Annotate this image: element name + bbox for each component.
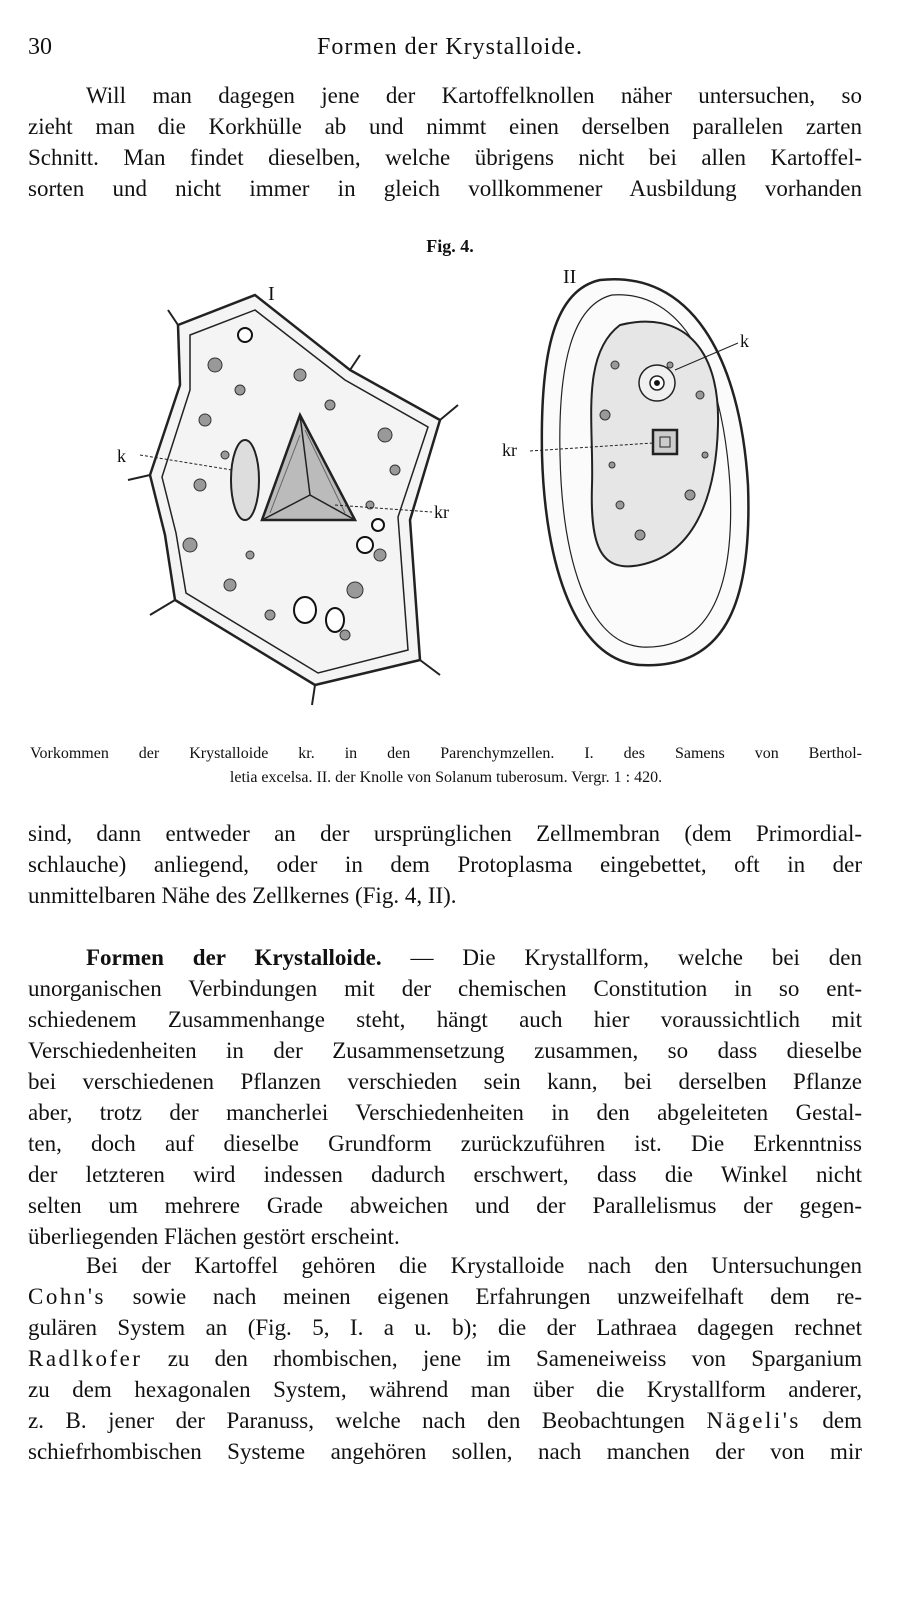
continuation-line: schlauche) anliegend, oder in dem Protoplasma eingebettet, oft in der (28, 852, 862, 877)
final-line-text: zu den rhombischen, jene im Sameneiweiss von Sparganium (142, 1346, 862, 1371)
callout-crystalloid-two: kr (502, 440, 517, 460)
panel-label-two: II (563, 266, 577, 288)
page-number: 30 (28, 34, 52, 60)
figure-illustration (0, 255, 900, 725)
continuation-paragraph (28, 818, 862, 911)
section-line: unorganischen Verbindungen mit der chemischen Constitution in so ent- (28, 976, 862, 1001)
section-line: überliegenden Flächen gestört erscheint. (28, 1224, 400, 1249)
section-line: der letzteren wird indessen dadurch erschwert, dass die Winkel nicht (28, 1162, 862, 1187)
final-line-text: dem (800, 1408, 863, 1433)
intro-paragraph (28, 80, 862, 204)
panel-label-one: I (268, 283, 275, 305)
final-line: zu dem hexagonalen System, während man über die Krystallform anderer, (28, 1377, 862, 1402)
figure-caption (30, 742, 862, 790)
section-line: aber, trotz der mancherlei Verschiedenheiten in den abgeleiteten Gestal- (28, 1100, 862, 1125)
section-line: schiedenem Zusammenhange steht, hängt auch hier voraussichtlich mit (28, 1007, 862, 1032)
author-name-cohn: Cohn's (28, 1284, 106, 1309)
final-line: schiefrhombischen Systeme angehören sollen, nach manchen der von mir (28, 1439, 862, 1464)
final-line: gulären System an (Fig. 5, I. a u. b); die der Lathraea dagegen rechnet (28, 1315, 862, 1340)
caption-line: Vorkommen der Krystalloide kr. in den Parenchymzellen. I. des Samens von Berthol- (30, 745, 862, 762)
final-line: Bei der Kartoffel gehören die Krystalloide nach den Untersuchungen (86, 1253, 862, 1278)
intro-line: Schnitt. Man findet dieselben, welche übrigens nicht bei allen Kartoffel- (28, 145, 862, 170)
intro-line: Will man dagegen jene der Kartoffelknollen näher untersuchen, so (86, 83, 862, 108)
nucleus-shape (231, 440, 259, 520)
callout-crystalloid-one: kr (434, 502, 449, 522)
callout-nucleus-one: k (117, 446, 126, 466)
final-paragraph (28, 1250, 862, 1467)
intro-line: sorten und nicht immer in gleich vollkommener Ausbildung vorhanden (28, 176, 862, 201)
author-name-naegeli: Nägeli's (706, 1408, 801, 1433)
running-head: Formen der Krystalloide. (317, 34, 583, 60)
section-first-line-text: — Die Krystallform, welche bei den (381, 945, 862, 970)
cell-panel-two (530, 279, 748, 665)
final-line (28, 1281, 862, 1312)
crystalloid-cube (653, 430, 677, 454)
cell-panel-one (128, 295, 458, 705)
section-line: Verschiedenheiten in der Zusammensetzung zusammen, so dass dieselbe (28, 1038, 862, 1063)
section-line: ten, doch auf dieselbe Grundform zurückzuführen ist. Die Erkenntniss (28, 1131, 862, 1156)
section-line: selten um mehrere Grade abweichen und der Parallelismus der gegen- (28, 1193, 862, 1218)
section-line: bei verschiedenen Pflanzen verschieden sein kann, bei derselben Pflanze (28, 1069, 862, 1094)
intro-line: zieht man die Korkhülle ab und nimmt einen derselben parallelen zarten (28, 114, 862, 139)
section-paragraph (28, 942, 862, 1252)
section-first-line (28, 942, 862, 973)
final-line (28, 1405, 862, 1436)
continuation-line: sind, dann entweder an der ursprünglichen Zellmembran (dem Primordial- (28, 821, 862, 846)
figure-label: Fig. 4. (426, 236, 474, 256)
caption-line: letia excelsa. II. der Knolle von Solanum tuberosum. Vergr. 1 : 420. (229, 769, 663, 786)
callout-nucleus-two: k (740, 331, 749, 351)
final-line (28, 1343, 862, 1374)
final-line-text: sowie nach meinen eigenen Erfahrungen unzweifelhaft dem re- (105, 1284, 862, 1309)
author-name-radlkofer: Radlkofer (28, 1346, 143, 1371)
section-heading: Formen der Krystalloide. (86, 945, 382, 970)
final-line-text: z. B. jener der Paranuss, welche nach den Beobachtungen (28, 1408, 707, 1433)
continuation-line: unmittelbaren Nähe des Zellkernes (Fig. 4, II). (28, 883, 457, 908)
